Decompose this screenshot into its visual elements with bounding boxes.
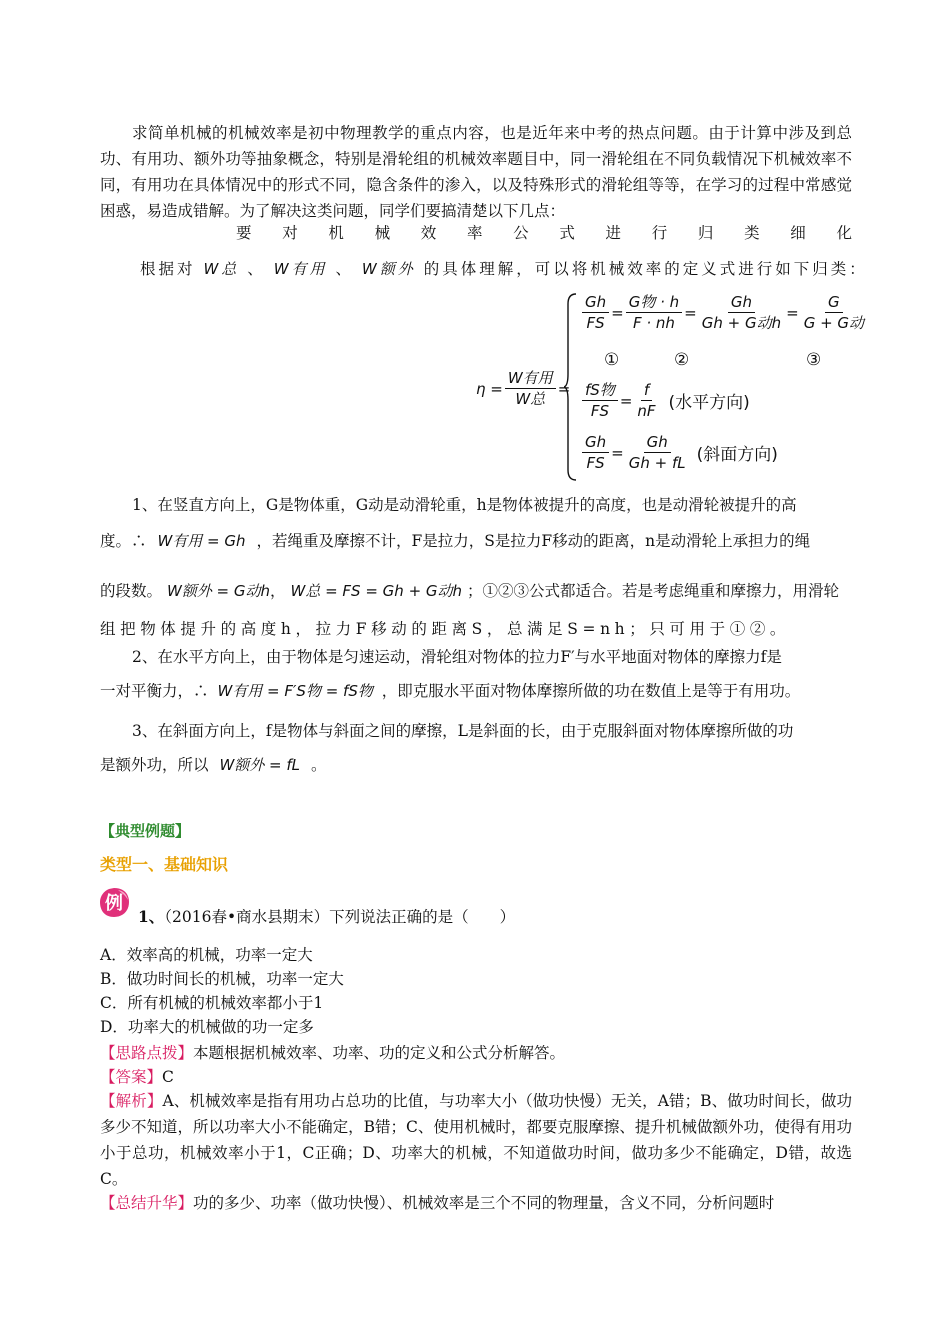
- classify-suffix: 的具体理解，可以将机械效率的定义式进行如下归类：: [423, 260, 868, 278]
- fraction: $\frac{f}{nF}$: [637, 381, 656, 420]
- fraction-denominator: W总: [515, 390, 546, 408]
- point1-line3: 的段数。 W额外 = G动h， W总 = FS = Gh + G动h ；①②③公式都适合。若是考虑绳重和摩擦力，用滑轮: [100, 582, 839, 600]
- eta-symbol: η =: [476, 379, 503, 398]
- heading-char: 式: [559, 224, 575, 242]
- fraction: $\frac{Gh}{FS}$: [582, 432, 609, 473]
- hint-line: 【思路点拨】本题根据机械效率、功率、功的定义和公式分析解答。: [100, 1044, 566, 1062]
- eta-fraction: [505, 368, 556, 409]
- option-a: A．效率高的机械，功率一定大: [100, 946, 313, 964]
- eta-definition: [476, 368, 570, 409]
- left-brace-icon: [564, 292, 578, 482]
- efficiency-formula-system: [476, 288, 865, 484]
- fraction: $\frac{Gh}{FS}$: [582, 292, 609, 333]
- w-extra-symbol: W额外: [361, 260, 416, 278]
- heading-char: 率: [466, 224, 483, 242]
- heading-char: 要: [236, 224, 252, 242]
- fraction: $\frac{G}{\text{G + G动}}$: [803, 293, 865, 332]
- classify-line: [140, 256, 868, 282]
- point1-line4: 组把物体提升的高度h，拉力F移动的距离S，总满足S=nh；只可用于①②。: [100, 620, 791, 638]
- formula-mark-1: ①: [604, 350, 620, 370]
- equals-sign: =: [557, 379, 571, 398]
- formula-inline: W额外 = fL: [219, 756, 301, 774]
- separator: 、: [247, 260, 266, 278]
- incline-note: (斜面方向): [696, 445, 778, 465]
- equals-sign: =: [786, 303, 799, 322]
- answer-line: [100, 1064, 852, 1090]
- equals-sign: =: [611, 303, 624, 322]
- heading-char: 效: [420, 224, 437, 242]
- option-c: C．所有机械的机械效率都小于1: [100, 994, 324, 1012]
- heading-char: 对: [282, 224, 298, 242]
- formula-inline: W有用 = Gh: [157, 532, 246, 550]
- answer-label: 【答案】: [100, 1068, 163, 1086]
- w-total-symbol: W总: [203, 260, 240, 278]
- intro-paragraph: 求简单机械的机械效率是初中物理教学的重点内容，也是近年来中考的热点问题。由于计算中涉及到总功、有用功、额外功等抽象概念，特别是滑轮组的机械效率题目中，同一滑轮组在不同负载情况下机械效率不同，有用功在具体情况中的形式不同，隐含条件的渗入，以及特殊形式的滑轮组等等，在学习的过程中常感觉困惑，易造成错解。为了解决这类问题，同学们要搞清楚以下几点：: [100, 124, 852, 220]
- formula-inline: W有用 = F′S物 = fS物: [217, 682, 373, 700]
- fraction: $\frac{Gh}{\text{Gh + G动h}}$: [701, 293, 782, 332]
- heading-char: 机: [328, 224, 344, 242]
- heading-char: 类: [744, 224, 760, 242]
- point2-line2: 一对平衡力，∴ W有用 = F′S物 = fS物 ，即克服水平面对物体摩擦所做的功在数值上是等于有用功。: [100, 682, 801, 700]
- formula-row-vertical: [580, 292, 869, 333]
- fraction: $\frac{\text{fS物}}{FS}$: [582, 380, 618, 421]
- formula-mark-2: ②: [674, 350, 690, 370]
- fraction-numerator: W有用: [505, 368, 556, 389]
- equals-sign: =: [684, 303, 697, 322]
- heading-char: 归: [697, 224, 714, 242]
- analysis-label: 【解析】: [100, 1092, 163, 1110]
- heading-char: 械: [374, 224, 391, 242]
- w-useful-symbol: W有用: [273, 260, 328, 278]
- point2-line1: 2、在水平方向上，由于物体是匀速运动，滑轮组对物体的拉力F′与水平地面对物体的摩擦力f是: [132, 648, 782, 666]
- formula-inline: W总 = FS = Gh + G动h: [290, 582, 463, 600]
- answer-value: C: [162, 1068, 174, 1086]
- point1-line2: 度。∴ W有用 = Gh ，若绳重及摩擦不计，F是拉力，S是拉力F移动的距离，n是动滑轮上承担力的绳: [100, 532, 811, 550]
- classify-prefix: 根据对: [140, 260, 196, 278]
- option-d: D．功率大的机械做的功一定多: [100, 1018, 314, 1036]
- equals-sign: =: [611, 443, 624, 462]
- point1-line1: 1、在竖直方向上，G是物体重，G动是动滑轮重，h是物体被提升的高度，也是动滑轮被提升的高: [132, 496, 797, 514]
- example-number: 1、: [138, 907, 165, 926]
- formula-row-horizontal: [580, 380, 750, 421]
- heading-char: 化: [836, 224, 852, 242]
- section-title: 【典型例题】: [100, 822, 191, 840]
- hint-label: 【思路点拨】: [100, 1044, 194, 1062]
- heading-line: [236, 220, 852, 246]
- formula-inline: W额外 = G动h: [166, 582, 271, 600]
- horizontal-note: (水平方向): [668, 393, 750, 413]
- example-question: 1、（2016春•商水县期末）下列说法正确的是（ ）: [138, 907, 516, 926]
- separator: 、: [335, 260, 354, 278]
- fraction: $\frac{\text{G物 · h}}{F \cdot nh}$: [626, 292, 682, 333]
- option-b: B．做功时间长的机械，功率一定大: [100, 970, 344, 988]
- summary-line: 【总结升华】功的多少、功率（做功快慢）、机械效率是三个不同的物理量，含义不同，分析问题时: [100, 1194, 775, 1212]
- type-title: 类型一、基础知识: [100, 855, 229, 874]
- formula-mark-3: ③: [806, 350, 822, 370]
- summary-label: 【总结升华】: [100, 1194, 194, 1212]
- equals-sign: =: [619, 391, 633, 410]
- point3-line2: 是额外功，所以 W额外 = fL 。: [100, 756, 327, 774]
- formula-row-incline: [580, 432, 778, 473]
- point3-line1: 3、在斜面方向上，f是物体与斜面之间的摩擦，L是斜面的长，由于克服斜面对物体摩擦所做的功: [132, 722, 794, 740]
- analysis-paragraph: 【解析】A、机械效率是指有用功占总功的比值，与功率大小（做功快慢）无关，A错；B、做功时间长，做功多少不知道，所以功率大小不能确定，B错；C、使用机械时，都要克服摩擦、提升机械做额外功，使得有用功小于总功，机械效率小于1，C正确；D、功率大的机械，不知道做功时间，做功多少不能确定，D错，故选C。: [100, 1092, 852, 1188]
- heading-char: 公: [513, 224, 529, 242]
- heading-char: 行: [651, 224, 668, 242]
- fraction: $\frac{Gh}{Gh + fL}$: [628, 433, 686, 472]
- heading-char: 进: [605, 224, 622, 242]
- heading-char: 细: [790, 224, 806, 242]
- example-badge-text: 例: [105, 893, 123, 914]
